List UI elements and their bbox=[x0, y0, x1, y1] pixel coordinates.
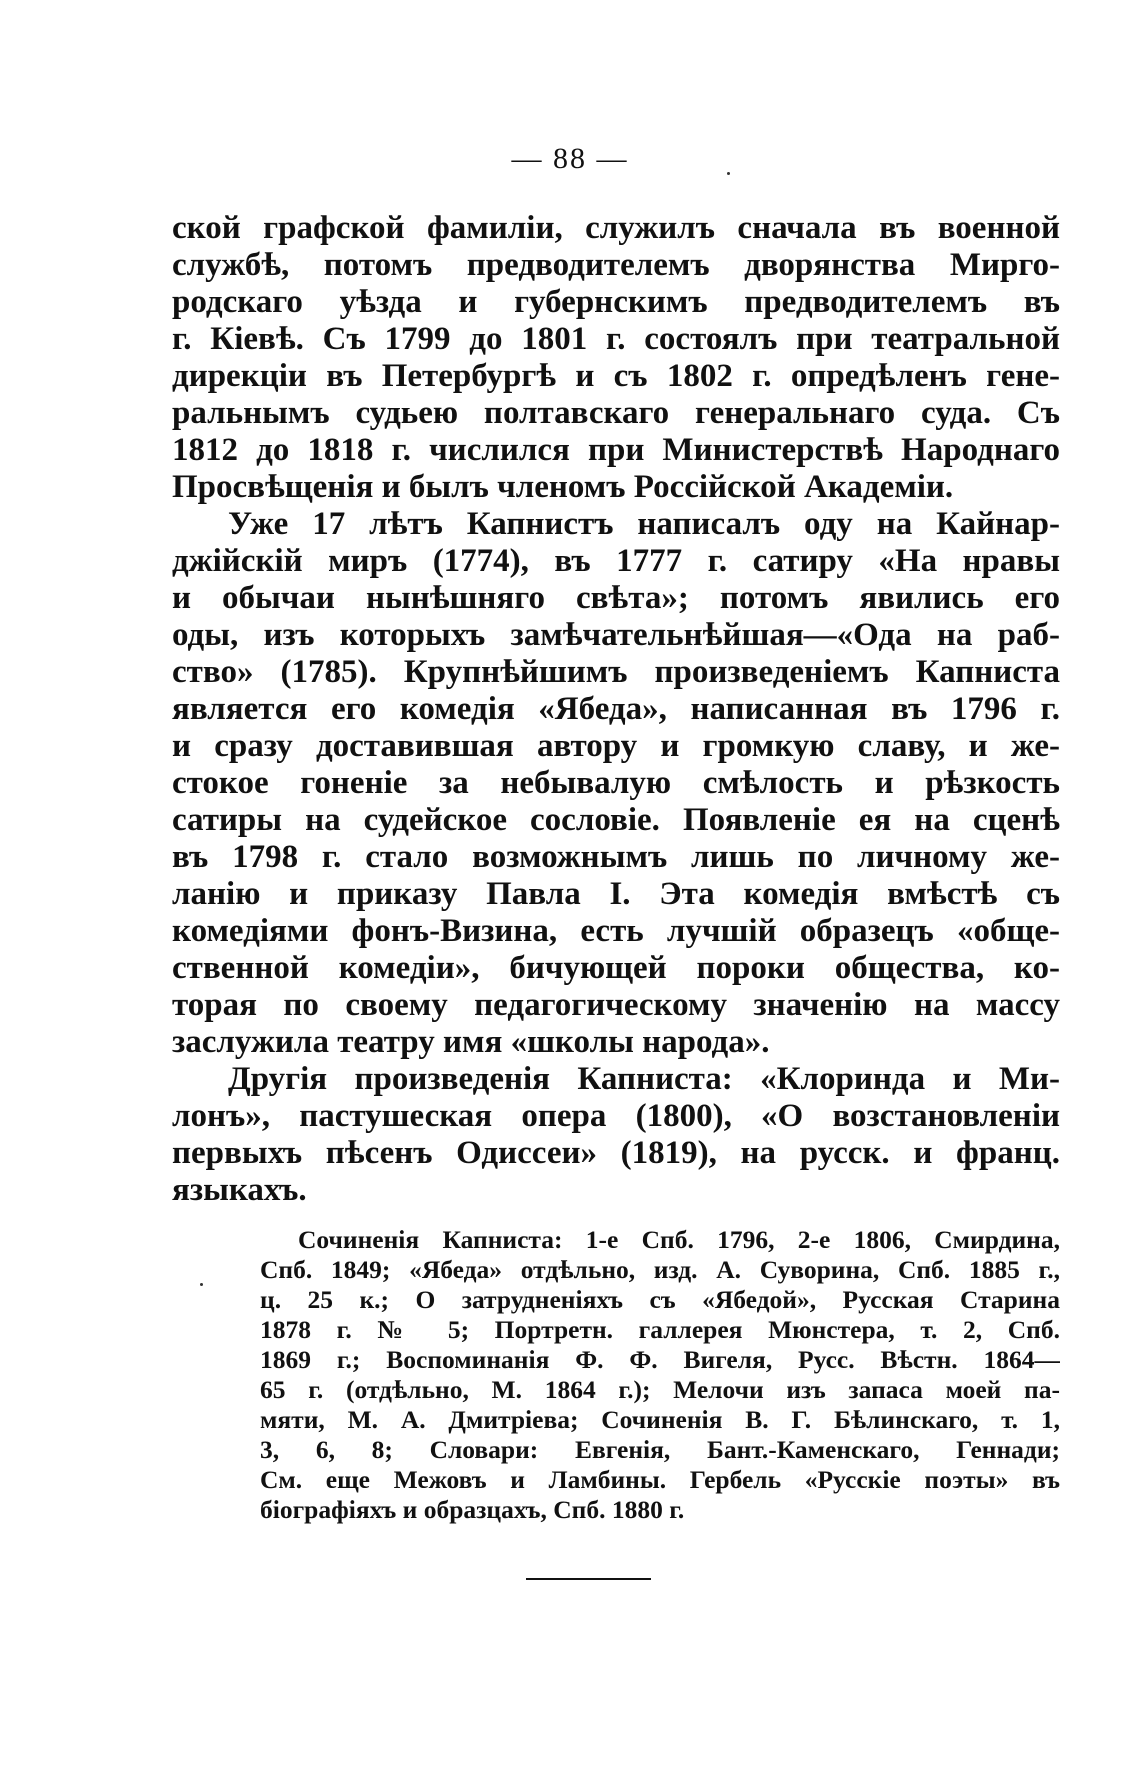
bibliography-line: 65 г. (отдѣльно, М. 1864 г.); Мелочи изъ запаса моей па- bbox=[260, 1375, 1060, 1404]
text-line: сатиры на судейское сословіе. Появленіе ея на сценѣ bbox=[172, 802, 1060, 838]
page-number: — 88 — bbox=[511, 142, 629, 175]
bibliography-line: біографіяхъ и образцахъ, Спб. 1880 г. bbox=[260, 1495, 685, 1524]
text-line: г. Кіевѣ. Съ 1799 до 1801 г. состоялъ при театральной bbox=[172, 321, 1060, 357]
text-line: джійскій миръ (1774), въ 1777 г. сатиру «На нравы bbox=[172, 543, 1060, 579]
print-speck bbox=[200, 1283, 203, 1286]
text-line: заслужила театру имя «школы народа». bbox=[172, 1024, 770, 1060]
bibliography-line: См. еще Межовъ и Ламбины. Гербель «Русскіе поэты» въ bbox=[260, 1465, 1060, 1494]
text-line: службѣ, потомъ предводителемъ дворянства Мирго- bbox=[172, 247, 1060, 283]
text-line: дирекціи въ Петербургѣ и съ 1802 г. опредѣленъ гене- bbox=[172, 358, 1060, 394]
bibliography-line: мяти, М. А. Дмитріева; Сочиненія В. Г. Бѣлинскаго, т. 1, bbox=[260, 1405, 1060, 1434]
text-line: родскаго уѣзда и губернскимъ предводителемъ въ bbox=[172, 284, 1060, 320]
text-line: и обычаи нынѣшняго свѣта»; потомъ явились его bbox=[172, 580, 1060, 616]
text-line: комедіями фонъ-Визина, есть лучшій образецъ «обще- bbox=[172, 913, 1060, 949]
bibliography-line: 1869 г.; Воспоминанія Ф. Ф. Вигеля, Русс. Вѣстн. 1864— bbox=[260, 1345, 1060, 1374]
print-speck bbox=[727, 172, 730, 175]
text-line: ственной комедіи», бичующей пороки общества, ко- bbox=[172, 950, 1060, 986]
bibliography-line: 3, 6, 8; Словари: Евгенія, Бант.-Каменскаго, Геннади; bbox=[260, 1435, 1060, 1464]
bibliography-line: 1878 г. № 5; Портретн. галлерея Мюнстера, т. 2, Спб. bbox=[260, 1315, 1060, 1344]
bibliography-line: Спб. 1849; «Ябеда» отдѣльно, изд. А. Суворина, Спб. 1885 г., bbox=[260, 1255, 1060, 1284]
text-line: является его комедія «Ябеда», написанная въ 1796 г. bbox=[172, 691, 1060, 727]
paragraph-start-line: Другія произведенія Капниста: «Клоринда и Ми- bbox=[228, 1061, 1060, 1097]
text-line: лонъ», пастушеская опера (1800), «О возстановленіи bbox=[172, 1098, 1060, 1134]
text-line: торая по своему педагогическому значенію на массу bbox=[172, 987, 1060, 1023]
text-line: ство» (1785). Крупнѣйшимъ произведеніемъ Капниста bbox=[172, 654, 1060, 690]
text-line: Просвѣщенія и былъ членомъ Россійской Академіи. bbox=[172, 469, 954, 505]
text-line: языкахъ. bbox=[172, 1172, 307, 1208]
text-line: ской графской фамиліи, служилъ сначала въ военной bbox=[172, 210, 1060, 246]
paragraph-start-line: Уже 17 лѣтъ Капнистъ написалъ оду на Кайнар- bbox=[228, 506, 1060, 542]
text-line: ланію и приказу Павла I. Эта комедія вмѣстѣ съ bbox=[172, 876, 1060, 912]
bibliography-line: Сочиненія Капниста: 1-е Спб. 1796, 2-е 1806, Смирдина, bbox=[298, 1225, 1060, 1254]
main-body-text bbox=[172, 210, 1060, 1209]
end-rule-divider bbox=[526, 1578, 651, 1580]
text-line: оды, изъ которыхъ замѣчательнѣйшая—«Ода на раб- bbox=[172, 617, 1060, 653]
text-line: въ 1798 г. стало возможнымъ лишь по личному же- bbox=[172, 839, 1060, 875]
text-line: ральнымъ судьею полтавскаго генеральнаго суда. Съ bbox=[172, 395, 1060, 431]
text-line: и сразу доставившая автору и громкую славу, и же- bbox=[172, 728, 1060, 764]
bibliography-note bbox=[260, 1225, 1060, 1525]
bibliography-line: ц. 25 к.; О затрудненіяхъ съ «Ябедой», Русская Старина bbox=[260, 1285, 1060, 1314]
text-line: 1812 до 1818 г. числился при Министерствѣ Народнаго bbox=[172, 432, 1060, 468]
text-line: стокое гоненіе за небывалую смѣлость и рѣзкость bbox=[172, 765, 1060, 801]
text-line: первыхъ пѣсенъ Одиссеи» (1819), на русск. и франц. bbox=[172, 1135, 1060, 1171]
